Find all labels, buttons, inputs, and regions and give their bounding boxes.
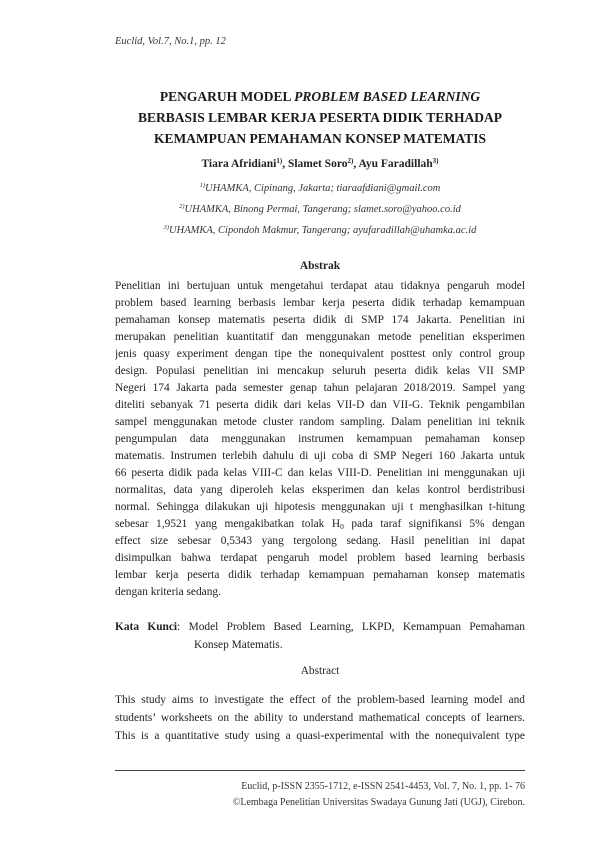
abstrak-line: merupakan penelitian kuantitatif dan menggunakan metode penelitian eksperimen xyxy=(115,331,525,343)
affiliation-mark: 2) xyxy=(179,203,185,210)
abstrak-heading: Abstrak xyxy=(299,260,341,272)
running-head: Euclid, Vol.7, No.1, pp. 12 xyxy=(115,36,226,47)
abstrak-line: lembar kerja peserta didik terhadap kemampuan pemahaman konsep matematis xyxy=(115,569,525,581)
abstrak-line: normal. Sehingga dilakukan uji hipotesis menggunakan uji t menghasilkan t-hitung xyxy=(115,501,525,513)
abstrak-line: jenis quasy experiment dengan tipe the nonequivalent posttest only control group xyxy=(115,348,525,360)
abstrak-line: problem based learning berbasis lembar kerja peserta didik terhadap kemampuan xyxy=(115,297,525,309)
abstract-heading: Abstract xyxy=(300,665,340,677)
abstrak-line: design. Populasi penelitian ini mencakup seluruh peserta didik kelas VII SMP xyxy=(115,365,525,377)
abstrak-line: pemahaman konsep matematis peserta didik di SMP 174 Jakarta. Penelitian ini xyxy=(115,314,525,326)
abstract-line: This study aims to investigate the effect of the problem-based learning model and xyxy=(115,694,525,706)
affiliation-line xyxy=(115,178,525,199)
affiliation-text: UHAMKA, Binong Permai, Tangerang; slamet.soro@yahoo.co.id xyxy=(184,204,461,215)
affiliation-mark: 1) xyxy=(199,182,205,189)
affiliation-text: UHAMKA, Cipinang, Jakarta; tiaraafdiani@gmail.com xyxy=(205,183,441,194)
author-name: Ayu Faradillah xyxy=(358,158,433,170)
author-affiliation-mark: 1) xyxy=(276,157,283,165)
abstrak-line: pengumpulan data menggunakan instrumen kemampuan pemahaman konsep xyxy=(115,433,525,445)
abstrak-line: sampel menggunakan metode cluster random sampling. Dalam penelitian ini teknik xyxy=(115,416,525,428)
abstrak-line-text: sebesar 1,9521 yang mengakibatkan tolak H xyxy=(115,518,341,530)
abstrak-line: dengan kriteria sedang. xyxy=(115,586,221,598)
abstrak-line-tail: pada taraf signifikansi 5% dengan xyxy=(343,518,525,530)
abstrak-line: 66 peserta didik pada kelas VIII-C dan kelas VIII-D. Penelitian ini menggunakan uji xyxy=(115,467,525,479)
abstract-paragraph xyxy=(115,691,525,745)
author-name: Tiara Afridiani xyxy=(201,158,277,170)
author-separator: , xyxy=(353,158,359,170)
keywords-text: Model Problem Based Learning, LKPD, Kemampuan Pemahaman xyxy=(188,621,525,633)
affiliation-line xyxy=(115,199,525,220)
abstract-line: students’ worksheets on the ability to understand mathematical concepts of learners. xyxy=(115,712,525,724)
keywords-block xyxy=(115,618,525,654)
keywords-colon: : xyxy=(177,621,181,633)
abstrak-line: normalitas, data yang diperoleh kelas eksperimen dan kelas kontrol berdistribusi xyxy=(115,484,525,496)
footer-copyright: ©Lembaga Penelitian Universitas Swadaya Gunung Jati (UGJ), Cirebon. xyxy=(232,797,525,808)
title-line-1 xyxy=(115,86,525,107)
abstrak-line: disimpulkan bahwa terdapat pengaruh model problem based learning berbasis xyxy=(115,552,525,564)
affiliation-text: UHAMKA, Cipondoh Makmur, Tangerang; ayufaradillah@uhamka.ac.id xyxy=(169,225,477,236)
affiliation-mark: 3) xyxy=(163,224,170,231)
abstrak-line xyxy=(115,516,525,533)
paper-title xyxy=(115,86,525,149)
page-footer xyxy=(115,779,525,811)
author-affiliation-mark: 2) xyxy=(347,157,354,165)
title-line-1-italic: PROBLEM BASED LEARNING xyxy=(294,89,481,104)
abstrak-line: Negeri 174 Jakarta pada semester genap tahun pelajaran 2018/2019. Sampel yang xyxy=(115,382,525,394)
abstrak-line: Penelitian ini bertujuan untuk mengetahui terdapat atau tidaknya pengaruh model xyxy=(115,280,525,292)
abstrak-line: effect size sebesar 0,5343 yang tergolong sedang. Hasil penelitian ini dapat xyxy=(115,535,525,547)
affiliation-line xyxy=(115,220,525,241)
title-line-3: KEMAMPUAN PEMAHAMAN KONSEP MATEMATIS xyxy=(153,131,487,146)
abstract-line: This is a quantitative study using a quasi-experimental with the nonequivalent type xyxy=(115,730,525,742)
abstrak-paragraph xyxy=(115,278,525,601)
footer-journal-info: Euclid, p-ISSN 2355-1712, e-ISSN 2541-4453, Vol. 7, No. 1, pp. 1- 76 xyxy=(241,781,525,792)
abstrak-line: diteliti sebanyak 71 peserta didik dari kelas VII-D dan VII-G. Teknik pengambilan xyxy=(115,399,525,411)
affiliation-list xyxy=(115,178,525,241)
author-list xyxy=(115,156,525,172)
author-separator: , xyxy=(282,158,288,170)
author-affiliation-mark: 3) xyxy=(432,157,439,165)
subscript: 0 xyxy=(340,522,344,531)
author-name: Slamet Soro xyxy=(287,158,348,170)
title-line-2: BERBASIS LEMBAR KERJA PESERTA DIDIK TERHADAP xyxy=(138,110,502,125)
keywords-label: Kata Kunci xyxy=(115,621,178,633)
abstrak-line: matematis. Instrumen terlebih dahulu di uji coba di SMP Negeri 160 Jakarta untuk xyxy=(115,450,525,462)
keywords-line xyxy=(115,618,525,636)
keywords-line: Konsep Matematis. xyxy=(194,639,283,651)
footer-divider xyxy=(115,770,525,771)
title-line-1-text: PENGARUH MODEL xyxy=(159,89,295,104)
